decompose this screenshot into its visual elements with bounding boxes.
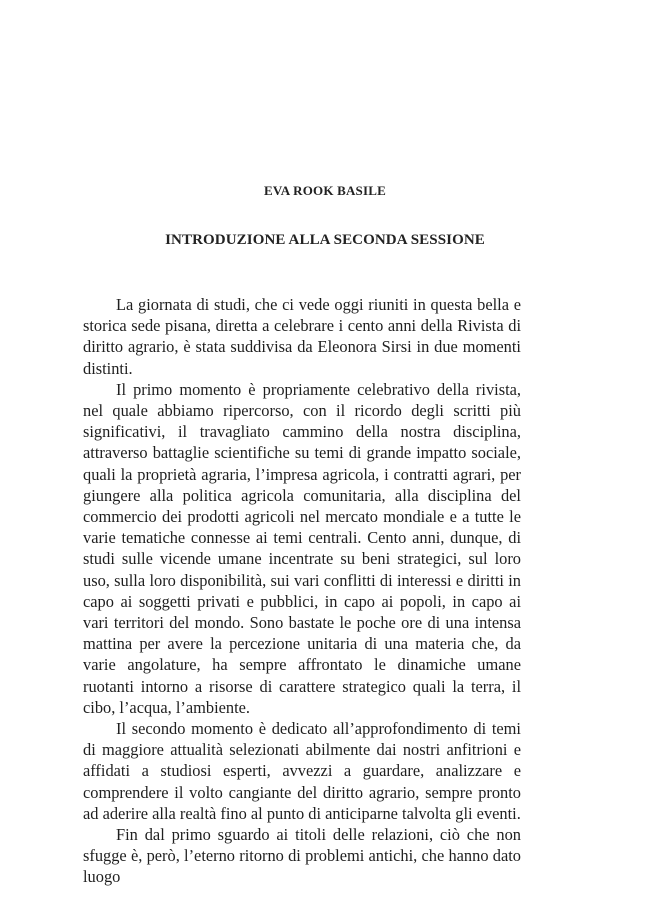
author-name: EVA ROOK BASILE: [264, 183, 386, 198]
paragraph: Il primo momento è propriamente celebrativo della rivista, nel quale abbiamo ripercorso, con il ricordo degli scritti più significativi, il travagliato cammino della nostra disciplina, attraverso battaglie scientifiche su temi di grande impatto sociale, quali la proprietà agraria, l’impresa agricola, i contratti agrari, per giungere alla politica agricola comunitaria, alla disciplina del commercio dei prodotti agricoli nel mercato mondiale e a tutte le varie tematiche connesse ai temi centrali. Cento anni, dunque, di studi sulle vicende umane incentrate su beni strategici, sul loro uso, sulla loro disponibilità, sui vari conflitti di interessi e diritti in capo ai soggetti privati e pubblici, in capo ai popoli, in capo ai vari territori del mondo. Sono bastate le poche ore di una intensa mattina per avere la percezione unitaria di una materia che, da varie angolature, ha sempre affrontato le dinamiche umane ruotanti intorno a risorse di carattere strategico quali la terra, il cibo, l’acqua, l’ambiente.: [83, 379, 521, 717]
section-title: INTRODUZIONE ALLA SECONDA SESSIONE: [165, 232, 485, 248]
body-text: [83, 294, 521, 888]
paragraph: La giornata di studi, che ci vede oggi riuniti in questa bella e storica sede pisana, diretta a celebrare i cento anni della Rivista di diritto agrario, è stata suddivisa da Eleonora Sirsi in due momenti distinti.: [83, 295, 521, 378]
paragraph: Il secondo momento è dedicato all’approfondimento di temi di maggiore attualità selezionati abilmente dai nostri anfitrioni e affidati a studiosi esperti, avvezzi a guardare, analizzare e comprendere il volto cangiante del diritto agrario, sempre pronto ad aderire alla realtà fino al punto di anticiparne talvolta gli eventi.: [83, 719, 521, 823]
paragraph: Fin dal primo sguardo ai titoli delle relazioni, ciò che non sfugge è, però, l’eterno ritorno di problemi antichi, che hanno dato luogo: [83, 825, 521, 887]
